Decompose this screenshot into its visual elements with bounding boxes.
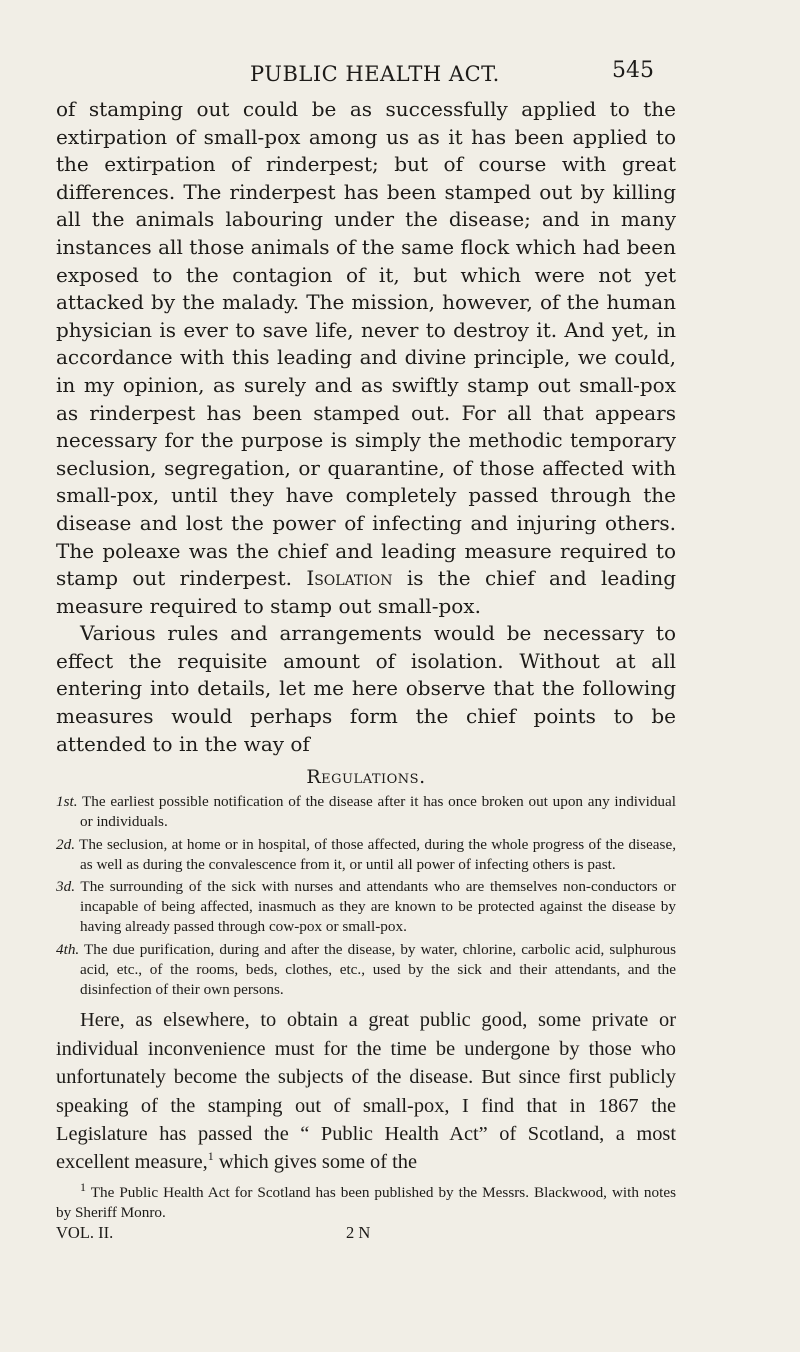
regulation-number: 2d.	[56, 835, 75, 853]
regulation-text: The seclusion, at home or in hospital, of those affected, during the whole progress of the disease, as well as during the convalescence from it, or until all power of infecting others is past.	[79, 835, 676, 873]
page-header	[0, 58, 800, 94]
volume-label: VOL. II.	[56, 1222, 114, 1242]
signature-mark: 2 N	[346, 1222, 371, 1242]
footnote-mark: 1	[80, 1179, 86, 1194]
body-text	[56, 96, 676, 1245]
regulations-list	[56, 792, 676, 1000]
closing-paragraph	[56, 1006, 676, 1176]
footnote-reference: 1	[207, 1149, 214, 1164]
regulation-item	[56, 835, 676, 875]
page-footer	[56, 1223, 676, 1245]
running-title: PUBLIC HEALTH ACT.	[250, 62, 500, 86]
regulation-text: The earliest possible notification of the disease after it has once broken out upon any individual or individuals.	[80, 793, 676, 831]
paragraph-1	[56, 96, 676, 620]
paragraph-1-text: of stamping out could be as successfully applied to the extirpation of small-pox among us as it has been applied to the extirpation of rinderpest; but of course with great differences. The rinderpest has been stamped out by killing all the animals labouring under the disease; and in many instances all those animals of the same flock which had been exposed to the contagion of it, but which were not yet attacked by the malady. The mission, however, of the human physician is ever to save life, never to destroy it. And yet, in accordance with this leading and divine principle, we could, in my opinion, as surely and as swiftly stamp out small-pox as rinderpest has been stamped out. For all that appears necessary for the purpose is simply the methodic temporary seclusion, segregation, or quarantine, of those affected with small-pox, until they have completely passed through the disease and lost the power of infecting and injuring others. The poleaxe was the chief and leading measure required to stamp out rinderpest.	[56, 97, 676, 591]
footnote	[56, 1179, 676, 1223]
paragraph-1-tail: is the chief and leading measure required to stamp out small-pox.	[56, 566, 677, 618]
regulation-number: 3d.	[56, 878, 75, 896]
closing-text: Here, as elsewhere, to obtain a great public good, some private or individual inconvenience must for the time be undergone by those who unfortunately become the subjects of the disease. But since first publicly speaking of the stamping out of small-pox, I find that in 1867 the Legislature has passed the “ Public Health Act” of Scotland, a most excellent measure,	[56, 1009, 676, 1174]
regulation-number: 1st.	[56, 793, 78, 811]
regulation-item	[56, 877, 676, 938]
footnote-text: The Public Health Act for Scotland has been published by the Messrs. Blackwood, with notes by Sheriff Monro.	[56, 1183, 676, 1221]
paragraph-2: Various rules and arrangements would be necessary to effect the requisite amount of isolation. Without at all entering into details, let me here observe that the following measures would perhaps form the chief points to be attended to in the way of	[56, 621, 676, 756]
regulation-item	[56, 792, 676, 832]
closing-tail: which gives some of the	[218, 1151, 418, 1174]
regulations-heading: Regulations.	[306, 766, 426, 789]
regulation-number: 4th.	[56, 940, 80, 958]
regulation-text: The surrounding of the sick with nurses and attendants who are themselves non-conductors or incapable of being affected, inasmuch as they are known to be protected against the disease by having already passed through cow-pox or small-pox.	[80, 878, 676, 936]
isolation-smallcaps: Isolation	[306, 566, 393, 591]
page-number: 545	[612, 58, 654, 83]
regulation-text: The due purification, during and after the disease, by water, chlorine, carbolic acid, sulphurous acid, etc., of the rooms, beds, clothes, etc., used by the sick and their attendants, and the disinfection of their own persons.	[80, 940, 676, 999]
regulation-item	[56, 940, 676, 1001]
